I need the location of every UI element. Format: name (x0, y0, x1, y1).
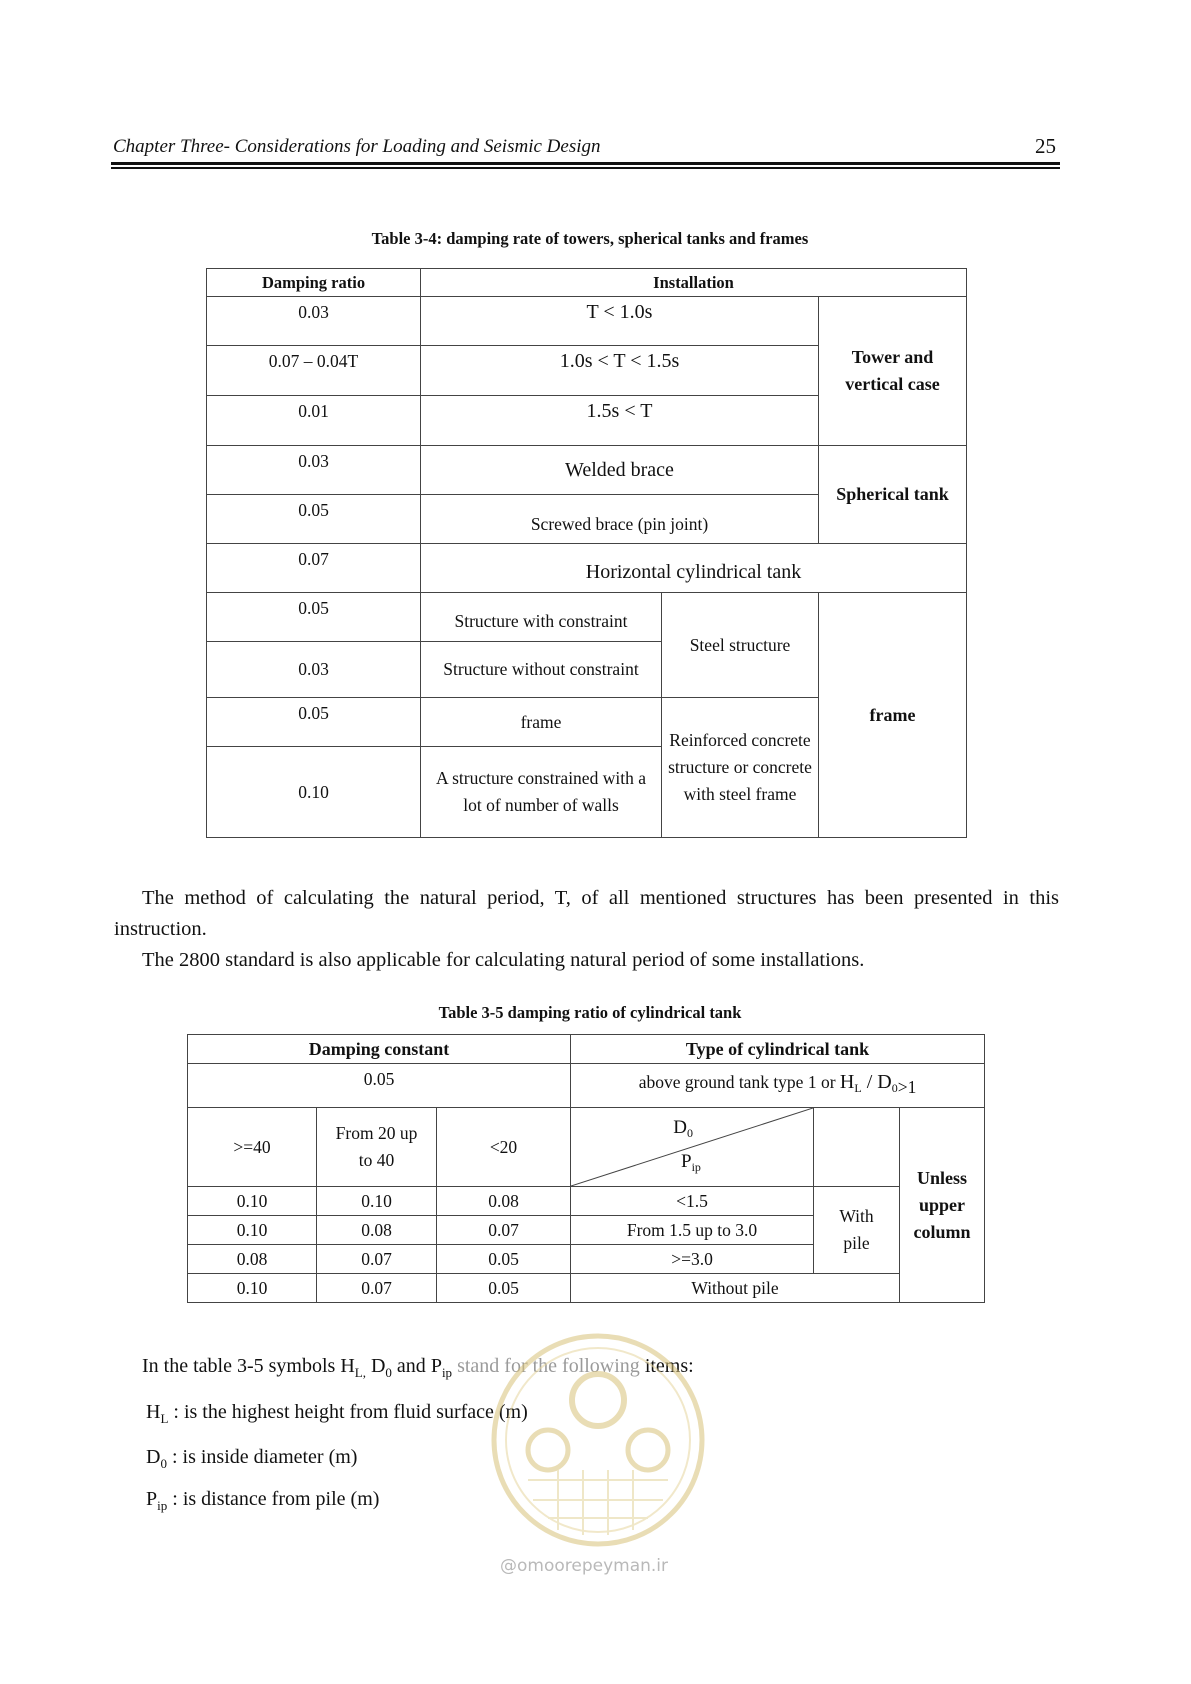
table-row (188, 1064, 985, 1108)
damping-cell: 0.10 (188, 1216, 317, 1245)
symbol-hl: $H_L$ (340, 1355, 363, 1380)
condition-cell: A structure constrained with a lot of number of walls (421, 747, 662, 838)
damping-cell: 0.10 (188, 1187, 317, 1216)
damping-cell: 0.03 (207, 642, 421, 698)
table1-header-row (207, 269, 967, 297)
damping-cell: 0.05 (207, 698, 421, 747)
header-rule-thin (111, 167, 1060, 169)
symbol-pip: $P_{ip}$ (430, 1355, 453, 1380)
ratio-suffix: >1 (897, 1077, 917, 1097)
spherical-tank-label: Spherical tank (819, 446, 967, 544)
table2-caption: Table 3-5 damping ratio of cylindrical tank (438, 1003, 742, 1022)
diagonal-bottom-label: $P_{ip}$ (681, 1151, 701, 1174)
damping-cell: 0.10 (207, 747, 421, 838)
damping-cell: 0.07 (317, 1245, 437, 1274)
condition-cell: Without pile (571, 1274, 900, 1303)
condition-cell: 1.0s < T < 1.5s (421, 346, 819, 396)
damping-cell: 0.05 (207, 495, 421, 544)
paragraph-2800-standard: The 2800 standard is also applicable for calculating natural period of some installations. (142, 949, 865, 971)
header-damping-ratio: Damping ratio (207, 269, 421, 297)
symbol-d0: $D_0$ (370, 1355, 392, 1380)
condition-cell: T < 1.0s (421, 297, 819, 346)
symbol-slash: / (861, 1071, 878, 1093)
unless-upper-column-label: Unless upper column (900, 1108, 985, 1303)
condition-cell: Screwed brace (pin joint) (421, 495, 819, 544)
damping-cell: 0.03 (207, 297, 421, 346)
damping-cell: 0.07 (437, 1216, 571, 1245)
condition-cell: Welded brace (421, 446, 819, 495)
damping-cell: 0.08 (317, 1216, 437, 1245)
header-damping-constant: Damping constant (188, 1035, 571, 1064)
symbol-h-sub: L (854, 1081, 862, 1095)
diagonal-header-cell (571, 1108, 814, 1187)
tank-type-prefix: above ground tank type 1 or (638, 1072, 840, 1092)
symbol-d-sub: 0 (891, 1081, 898, 1095)
watermark-text: @omoorepeyman.ir (500, 1556, 669, 1576)
table1-caption: Table 3-4: damping rate of towers, spherical tanks and frames (371, 229, 809, 248)
ratio-header: >=40 (188, 1108, 317, 1187)
condition-cell: frame (421, 698, 662, 747)
condition-cell: <1.5 (571, 1187, 814, 1216)
damping-table-3-4 (206, 268, 967, 838)
damping-cell: 0.05 (437, 1274, 571, 1303)
chapter-title: Chapter Three- Considerations for Loading and Seismic Design (113, 136, 601, 157)
damping-constant-value: 0.05 (188, 1064, 571, 1108)
damping-cell: 0.08 (188, 1245, 317, 1274)
page-number: 25 (1035, 134, 1056, 158)
paragraph-natural-period: The method of calculating the natural period, T, of all mentioned structures has been presented in this instruction. (114, 887, 1059, 940)
tower-label: Tower and vertical case (819, 297, 967, 446)
damping-cell: 0.07 – 0.04T (207, 346, 421, 396)
symbol-h: H (839, 1071, 855, 1093)
table-row (207, 544, 967, 593)
damping-table-3-5 (187, 1034, 985, 1303)
damping-cell: 0.05 (207, 593, 421, 642)
table-row (207, 297, 967, 346)
symbol-definition-d0: $D_0$ : is inside diameter (m) (146, 1446, 358, 1471)
header-rule (111, 162, 1060, 165)
steel-structure-label: Steel structure (662, 593, 819, 698)
symbols-intro: In the table 3-5 symbols $H_{L,}$ $D_0$ and $P_{ip}$ stand for the following items: (142, 1355, 694, 1380)
damping-cell: 0.03 (207, 446, 421, 495)
damping-cell: 0.07 (207, 544, 421, 593)
empty-cell (814, 1108, 900, 1187)
table-row (188, 1274, 985, 1303)
table-row (207, 446, 967, 495)
frame-label: frame (819, 593, 967, 838)
concrete-structure-label: Reinforced concrete structure or concrete with steel frame (662, 698, 819, 838)
header-tank-type: Type of cylindrical tank (571, 1035, 985, 1064)
ratio-header: From 20 up to 40 (317, 1108, 437, 1187)
table-row (188, 1108, 985, 1187)
condition-cell: Structure without constraint (421, 642, 662, 698)
ratio-header: <20 (437, 1108, 571, 1187)
symbol-d: D (877, 1071, 892, 1093)
condition-cell: >=3.0 (571, 1245, 814, 1274)
damping-cell: 0.05 (437, 1245, 571, 1274)
tank-type-cell (571, 1064, 985, 1108)
damping-cell: 0.10 (317, 1187, 437, 1216)
table-row (207, 593, 967, 642)
condition-cell: From 1.5 up to 3.0 (571, 1216, 814, 1245)
horizontal-tank-label: Horizontal cylindrical tank (421, 544, 967, 593)
damping-cell: 0.10 (188, 1274, 317, 1303)
condition-cell: Structure with constraint (421, 593, 662, 642)
watermark-logo-icon (488, 1330, 708, 1550)
symbol-definition-pip: $P_{ip}$ : is distance from pile (m) (146, 1488, 380, 1513)
symbol-definition-hl: $H_L$ : is the highest height from fluid surface (m) (146, 1401, 528, 1426)
condition-cell: 1.5s < T (421, 396, 819, 446)
header-installation: Installation (421, 269, 967, 297)
damping-cell: 0.07 (317, 1274, 437, 1303)
with-pile-label: With pile (814, 1187, 900, 1274)
damping-cell: 0.08 (437, 1187, 571, 1216)
table2-header-row (188, 1035, 985, 1064)
diagonal-top-label: $D_0$ (673, 1117, 694, 1140)
damping-cell: 0.01 (207, 396, 421, 446)
table-row (188, 1187, 985, 1216)
